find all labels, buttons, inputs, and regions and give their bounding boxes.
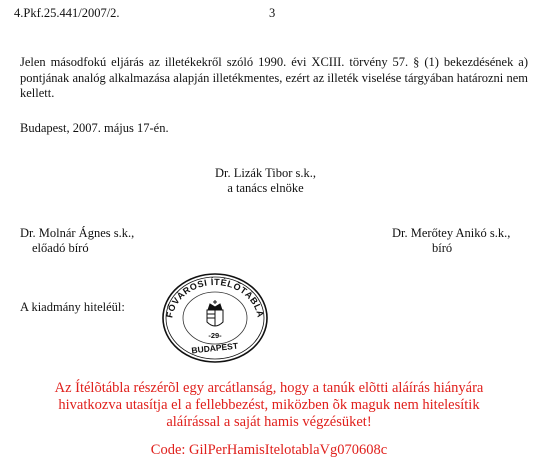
court-stamp-seal [160,270,270,365]
annotation-code: Code: GilPerHamisItelotablaVg070608c [150,442,388,458]
annotation-line: hivatkozva utasítja el a fellebbezést, miközben õk maguk nem hitelesítik [58,397,480,413]
associate-judge-name: Dr. Merőtey Anikó s.k., [392,226,511,240]
court-stamp [160,270,270,365]
date-line: Budapest, 2007. május 17-én. [20,121,169,135]
stamp-arc-text: FŐVÁROSI ÍTÉLŐTÁBLA [164,276,266,319]
body-paragraph: Jelen másodfokú eljárás az illetékekről szóló 1990. évi XCIII. törvény 57. § (1) bekezdésének a) pontjának analóg alkalmazása alapján illetékmentes, ezért az illeték viselése tárgyában határozni nem kellett. [20,55,528,100]
annotation-line: Az Ítélõtábla részérõl egy arcátlanság, hogy a tanúk elõtti aláírás hiányára [54,380,484,396]
stamp-number: -29- [208,331,222,340]
associate-judge-role: bíró [432,241,453,255]
stamp-city: BUDAPEST [190,340,239,356]
rapporteur-judge-signature [20,226,134,256]
rapporteur-judge-name: Dr. Molnár Ágnes s.k., [20,226,135,240]
coat-of-arms-icon [207,300,223,326]
presiding-judge-role: a tanács elnöke [227,181,304,195]
annotation-note [10,380,528,431]
page-number: 3 [269,6,276,20]
annotation-line: aláírással a saját hamis végzésüket! [166,414,372,430]
rapporteur-judge-role: előadó bíró [32,241,89,255]
document-reference-number: 4.Pkf.25.441/2007/2. [14,6,120,20]
certification-label: A kiadmány hiteléül: [20,300,125,314]
associate-judge-signature [392,226,510,256]
presiding-judge-name: Dr. Lizák Tibor s.k., [215,166,317,180]
presiding-judge-signature [215,166,316,196]
